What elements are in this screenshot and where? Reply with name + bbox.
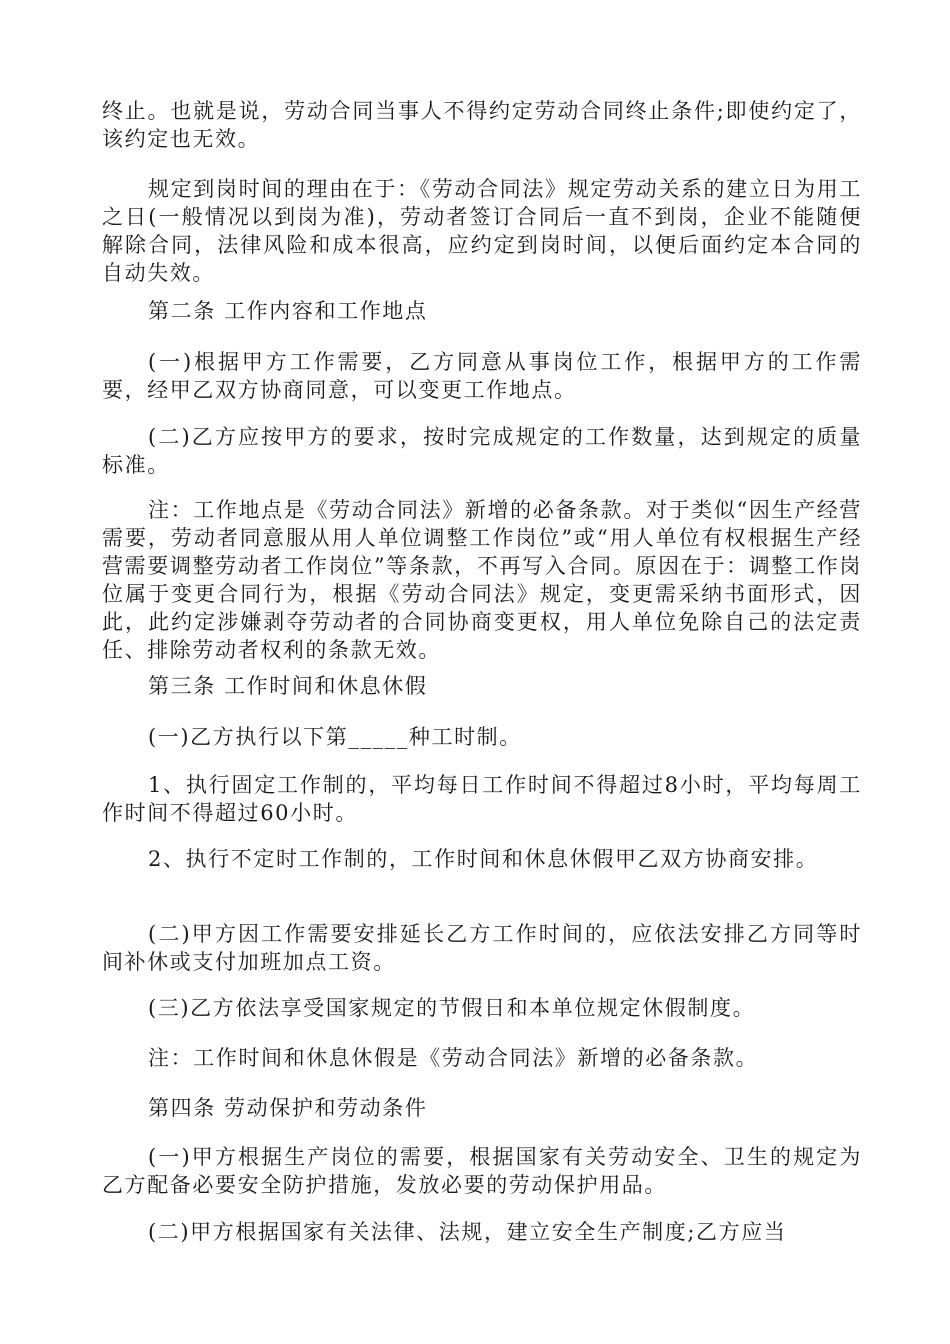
article-2-item-1: (一)根据甲方工作需要，乙方同意从事岗位工作，根据甲方的工作需要，经甲乙双方协商同意，可以变更工作地点。	[102, 350, 862, 402]
article-4-item-2: (二)甲方根据国家有关法律、法规，建立安全生产制度;乙方应当	[148, 1220, 787, 1244]
article-2-note: 注：工作地点是《劳动合同法》新增的必备条款。对于类似“因生产经营需要，劳动者同意服从用人单位调整工作岗位”或“用人单位有权根据生产经营需要调整劳动者工作岗位”等条款，不再写入合同。原因在于：调整工作岗位属于变更合同行为，根据《劳动合同法》规定，变更需采纳书面形式，因此，此约定涉嫌剥夺劳动者的合同协商变更权，用人单位免除自己的法定责任、排除劳动者权利的条款无效。	[102, 498, 862, 662]
article-3-item-1: (一)乙方执行以下第_____种工时制。	[148, 725, 522, 749]
article-2-item-2: (二)乙方应按甲方的要求，按时完成规定的工作数量，达到规定的质量标准。	[102, 425, 862, 477]
article-2-heading: 第二条 工作内容和工作地点	[148, 299, 428, 323]
article-3-heading: 第三条 工作时间和休息休假	[148, 674, 428, 698]
article-3-item-3: (三)乙方依法享受国家规定的节假日和本单位规定休假制度。	[148, 996, 756, 1020]
paragraph-arrival-time-reason: 规定到岗时间的理由在于：《劳动合同法》规定劳动关系的建立日为用工之日(一般情况以到岗为准)，劳动者签订合同后一直不到岗，企业不能随便解除合同，法律风险和成本很高，应约定到岗时间，以便后面约定本合同的自动失效。	[102, 177, 862, 285]
article-3-note: 注：工作时间和休息休假是《劳动合同法》新增的必备条款。	[148, 1046, 759, 1070]
article-3-subitem-1: 1、执行固定工作制的，平均每日工作时间不得超过8小时，平均每周工作时间不得超过60小时。	[102, 773, 862, 825]
article-3-subitem-2: 2、执行不定时工作制的，工作时间和休息休假甲乙双方协商安排。	[148, 847, 819, 871]
article-4-heading: 第四条 劳动保护和劳动条件	[148, 1096, 428, 1120]
article-3-item-2: (二)甲方因工作需要安排延长乙方工作时间的，应依法安排乙方同等时间补休或支付加班加点工资。	[102, 922, 862, 974]
paragraph-contract-termination: 终止。也就是说，劳动合同当事人不得约定劳动合同终止条件;即使约定了，该约定也无效。	[102, 99, 862, 151]
article-4-item-1: (一)甲方根据生产岗位的需要，根据国家有关劳动安全、卫生的规定为乙方配备必要安全防护措施，发放必要的劳动保护用品。	[102, 1145, 862, 1197]
